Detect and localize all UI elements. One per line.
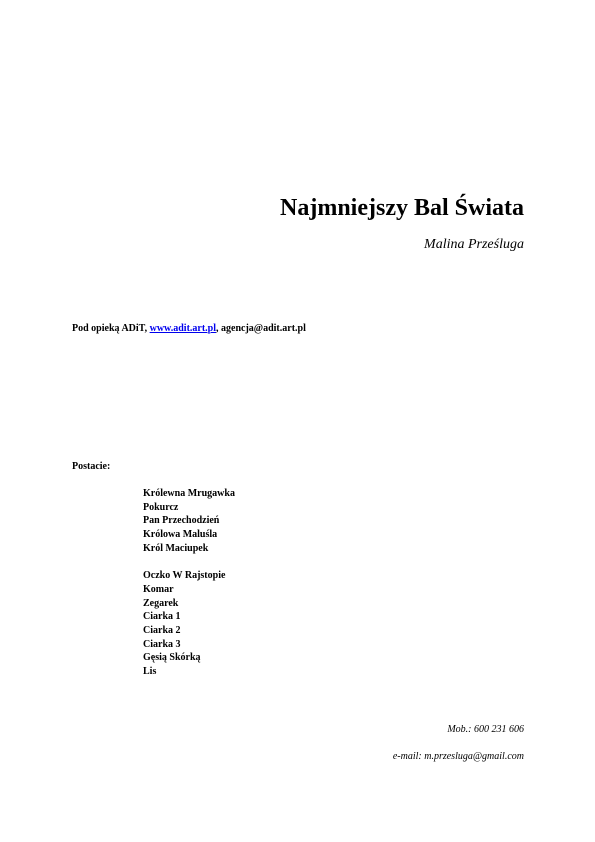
agency-prefix: Pod opieką ADiT, — [72, 323, 150, 334]
cast-item: Zegarek — [143, 597, 179, 609]
cast-item: Królowa Maluśla — [143, 529, 218, 541]
contact-email: e-mail: m.przesluga@gmail.com — [392, 751, 524, 762]
cast-item: Ciarka 2 — [143, 624, 181, 636]
cast-list — [143, 487, 235, 679]
document-title: Najmniejszy Bal Świata — [280, 195, 524, 221]
cast-item: Komar — [143, 583, 174, 595]
agency-line — [72, 322, 306, 336]
cast-item: Pokurcz — [143, 501, 179, 513]
cast-heading: Postacie: — [72, 461, 111, 472]
cast-item: Gęsią Skórką — [143, 652, 201, 664]
cast-item: Królewna Mrugawka — [143, 488, 235, 499]
cast-item: Lis — [143, 665, 157, 677]
cast-item: Ciarka 3 — [143, 638, 181, 650]
contact-mobile: Mob.: 600 231 606 — [447, 724, 524, 735]
agency-website-link[interactable]: www.adit.art.pl — [149, 323, 217, 334]
cast-item: Pan Przechodzień — [143, 515, 220, 527]
cast-group-spacer — [143, 555, 235, 569]
document-author: Malina Prześluga — [424, 237, 524, 252]
cast-item: Król Maciupek — [143, 542, 209, 554]
cast-item: Ciarka 1 — [143, 611, 181, 623]
cast-item: Oczko W Rajstopie — [143, 570, 226, 582]
agency-suffix: , agencja@adit.art.pl — [216, 323, 306, 334]
